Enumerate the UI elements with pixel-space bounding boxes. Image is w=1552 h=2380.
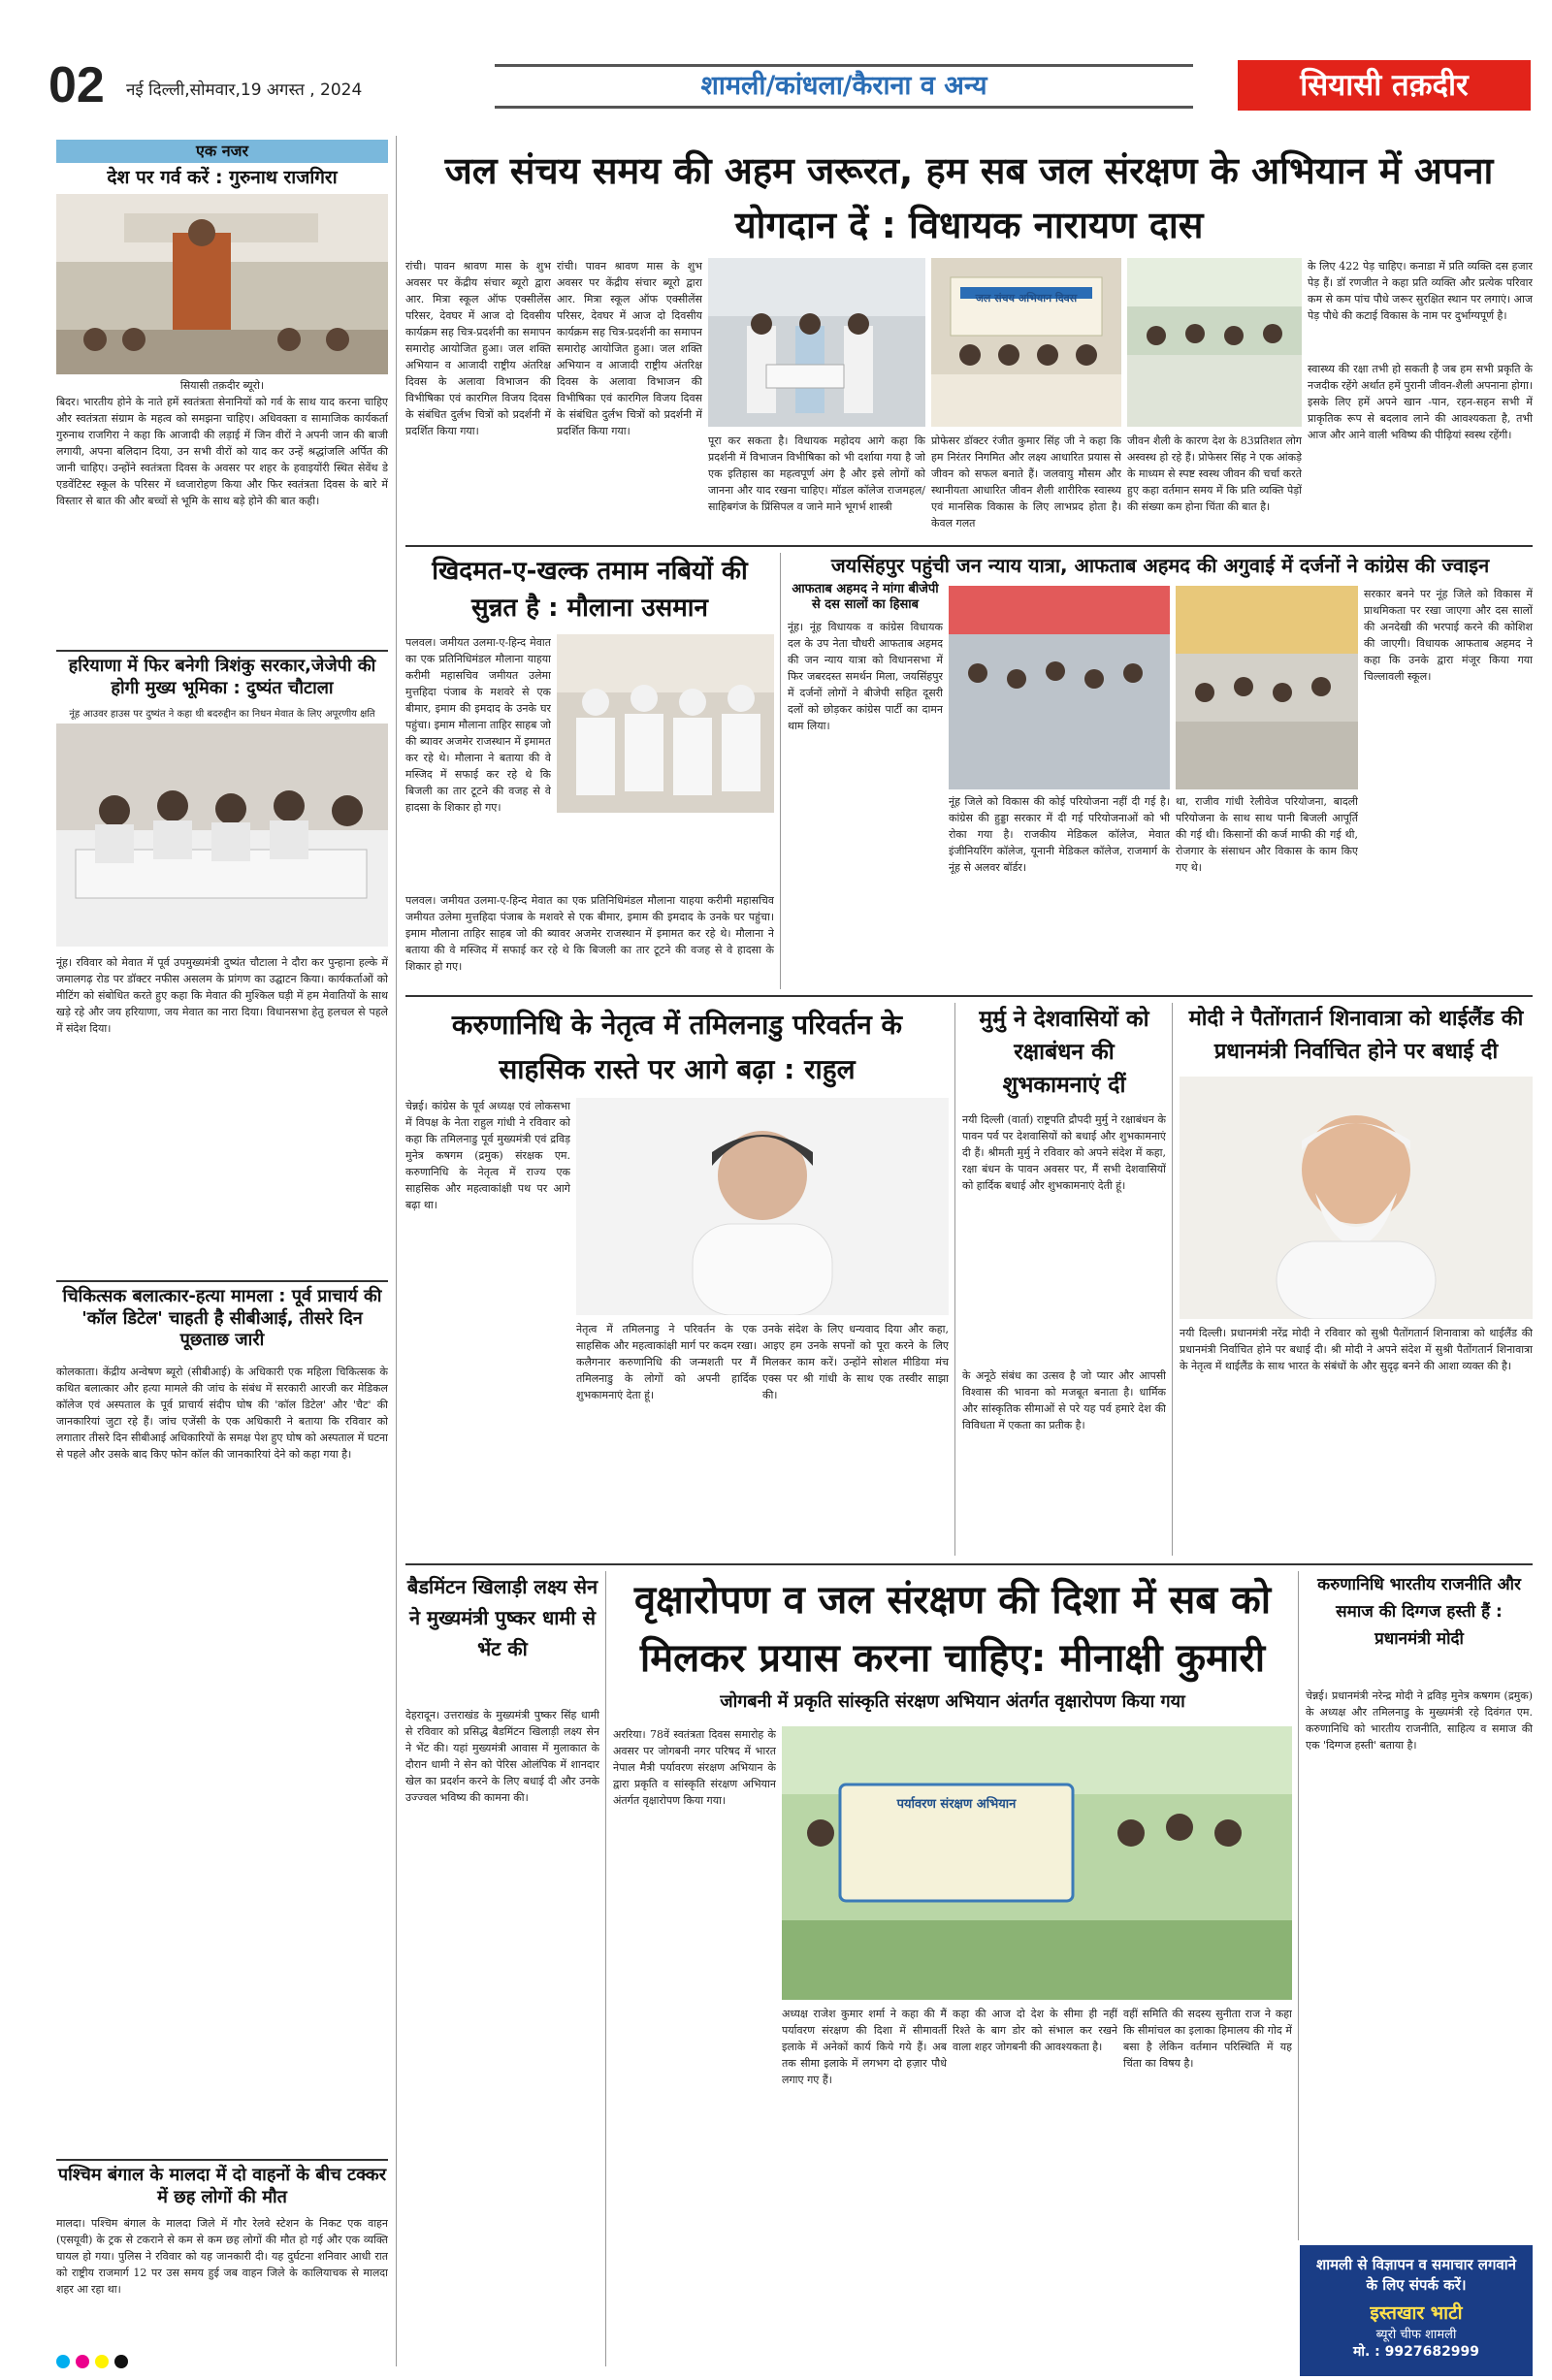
photo-jaisinghpur-1	[949, 586, 1170, 789]
body-meenakshi-2: अध्यक्ष राजेश कुमार शर्मा ने कहा की मैं पर्यावरण संरक्षण की दिशा में सीमावर्ती इलाके में अनेकों कार्य किये गये हैं। अब तक सीमा इलाके में लगभग दो हज़ार पौधे लगाए गए हैं।	[782, 2008, 947, 2086]
photo-lead-1	[708, 258, 925, 427]
section-title: शामली/कांधला/कैराना व अन्य	[495, 64, 1193, 109]
body-karunanidhi-modi: चेन्नई। प्रधानमंत्री नरेन्द्र मोदी ने द्रविड़ मुनेत्र कषगम (द्रमुक) के अध्यक्ष और तमिलनाडु के मुख्यमंत्री रहे दिवंगत एम. करुणानिधि को भारतीय राजनीति, साहित्य व समाज की एक 'दिग्गज हस्ती' बताया है।	[1306, 1689, 1533, 1752]
headline-badminton: बैडमिंटन खिलाड़ी लक्ष्य सेन ने मुख्यमंत्री पुष्कर धामी से भेंट की	[406, 1575, 598, 1660]
headline-modi-thailand: मोदी ने पैतोंगतार्न शिनावात्रा को थाईलैंड की प्रधानमंत्री निर्वाचित होने पर बधाई दी	[1188, 1007, 1524, 1064]
body-rahul-1: चेन्नई। कांग्रेस के पूर्व अध्यक्ष एवं लोकसभा में विपक्ष के नेता राहुल गांधी ने रविवार को कहा कि तमिलनाडु पूर्व मुख्यमंत्री एवं द्रविड़ मुनेत्र कषगम (द्रमुक) संरक्षक एम. करुणानिधि के नेतृत्व में राज्य एक साहसिक और महत्वाकांक्षी पथ पर आगे बढ़ा था।	[405, 1100, 570, 1211]
headline-karunanidhi-modi: करुणानिधि भारतीय राजनीति और समाज की दिग्गज हस्ती हैं : प्रधानमंत्री मोदी	[1317, 1575, 1521, 1649]
ek-nazar-label: एक नजर	[56, 140, 388, 163]
photo-gurunath	[56, 194, 388, 374]
lead-banner-text: जल संचय अभियान दिवस	[975, 292, 1078, 305]
photo-lead-3	[1127, 258, 1302, 427]
lead-body-col5: के लिए 422 पेड़ चाहिए। कनाडा में प्रति व्यक्ति दस हजार पेड़ हैं। डॉ रणजीत ने कहा प्रति व्यक्ति और प्रत्येक परिवार कम से कम पांच पौधे जरूर सुरक्षित स्थान पर लगाएं। आज पेड़ पौधे की कटाई विकास के नाम पर दुर्भाग्यपूर्ण है।	[1308, 260, 1533, 322]
photo-jaisinghpur-2	[1176, 586, 1358, 789]
subhead-jaisinghpur: आफताब अहमद ने मांगा बीजेपी से दस सालों का हिसाब	[792, 582, 939, 613]
body-jaisinghpur-1: नूंह। नूंह विधायक व कांग्रेस विधायक दल के उप नेता चौधरी आफताब अहमद की जन न्याय यात्रा को विधानसभा में फिर जबरदस्त समर्थन मिला, जयसिंहपुर में दर्जनों लोगों ने बीजेपी सहित दूसरी दलों को छोड़कर कांग्रेस पार्टी का दामन थाम लिया।	[788, 621, 943, 732]
body-badminton: देहरादून। उत्तराखंड के मुख्यमंत्री पुष्कर सिंह धामी से रविवार को प्रसिद्ध बैडमिंटन खिलाड़ी लक्ष्य सेन ने भेंट की। यहां मुख्यमंत्री आवास में मुलाकात के दौरान धामी ने सेन को पेरिस ओलंपिक में शानदार खेल का प्रदर्शन करने के लिए बधाई दी और उनके उज्ज्वल भविष्य की कामना की।	[405, 1709, 599, 1804]
lead-body-2: रांची। पावन श्रावण मास के शुभ अवसर पर केंद्रीय संचार ब्यूरो द्वारा आर. मित्रा स्कूल ऑफ एक्सीलेंस परिसर, देवघर में आज दो दिवसीय कार्यक्रम सह चित्र-प्रदर्शनी का समापन समारोह आयोजित हुआ। जल शक्ति अभियान व आजादी राष्ट्रीय अंतरिक्ष दिवस के अलावा विभाजन की विभीषिका एवं कारगिल विजय दिवस के संबंधित दुर्लभ चित्रों को प्रदर्शनी में प्रदर्शित किया गया।	[557, 260, 702, 437]
headline-jaisinghpur: जयसिंहपुर पहुंची जन न्याय यात्रा, आफताब अहमद की अगुवाई में दर्जनों ने कांग्रेस की ज्वाइन	[830, 554, 1490, 577]
newspaper-brand: सियासी तक़दीर	[1238, 60, 1531, 111]
photo-dushyant	[56, 724, 388, 947]
photo-modi	[1180, 1077, 1533, 1319]
column-divider	[1172, 1003, 1173, 1556]
body-cbi: कोलकाता। केंद्रीय अन्वेषण ब्यूरो (सीबीआई) के अधिकारी एक महिला चिकित्सक के कथित बलात्कार और हत्या मामले की जांच के संबंध में सरकारी आरजी कर मेडिकल कॉलेज एवं अस्पताल के पूर्व प्राचार्य संदीप घोष की 'कॉल डिटेल' और 'चैट' की जानकारियां जुटा रहे हैं। जांच एजेंसी के एक अधिकारी ने बताया कि रविवार को लगातार तीसरे दिन सीबीआई अधिकारियों के समक्ष पेश हुए घोष को अस्पताल में घटना से पहले और उसके बाद किए फोन कॉल की जानकारियां देने को कहा गया है।	[56, 1366, 388, 1461]
photo-khidmat	[557, 634, 774, 813]
body-malda: मालदा। पश्चिम बंगाल के मालदा जिले में गौर रेलवे स्टेशन के निकट एक वाहन (एसयूवी) के ट्रक से टकराने से कम से कम छह लोगों की मौत हो गई और एक व्यक्ति घायल हो गया। पुलिस ने रविवार को यह जानकारी दी। यह दुर्घटना शनिवार आधी रात को राष्ट्रीय राजमार्ग 12 पर उस समय हुई जब वाहन जिले के कालियाचक से मालदा शहर आ रहा था।	[56, 2217, 388, 2296]
column-divider	[396, 136, 397, 2366]
photo-lead-2	[931, 258, 1121, 427]
body-dushyant: नूंह। रविवार को मेवात में पूर्व उपमुख्यमंत्री दुष्यंत चौटाला ने दौरा कर पुन्हाना हल्के में जमालगढ़ रोड पर डॉक्टर नफीस असलम के प्रांगण का उद्घाटन किया। कार्यकर्ताओं को मीटिंग को संबोधित करते हुए कहा कि मेवात की मुश्किल घड़ी में हम मेवातियों के साथ खड़े रहे और जय हरियाणा, जय मेवात का नारा दिया। विधानसभा हेतु हलचल से पहले में संदेश दिया।	[56, 956, 388, 1035]
headline-rahul: करुणानिधि के नेतृत्व में तमिलनाडु परिवर्तन के साहसिक रास्ते पर आगे बढ़ा : राहुल	[451, 1009, 903, 1085]
caption-gurunath: सियासी तक़दीर ब्यूरो।	[179, 379, 265, 392]
ad-contact-mobile: मो. : 9927682999	[1352, 2344, 1480, 2360]
body-jaisinghpur-2: नूंह जिले को विकास की कोई परियोजना नहीं दी गई है। कांग्रेस की हुड्डा सरकार में दी गई परियोजनाओं को भी रोका गया है। राजकीय मेडिकल कॉलेज, मेवात इंजीनियरिंग कॉलेज, यूनानी मेडिकल कॉलेज, राजमार्ग के नूंह से अलवर बॉर्डर।	[949, 795, 1170, 874]
body-jaisinghpur-4: सरकार बनने पर नूंह जिले को विकास में प्राथमिकता पर रखा जाएगा और दस सालों की अनदेखी की भरपाई करने की कोशिश की जाएगी। विधायक आफताब अहमद ने कहा कि उनके द्वारा मंजूर किया गया चिल्लावली स्कूल।	[1364, 588, 1533, 683]
body-rahul-3: उनके संदेश के लिए धन्यवाद दिया और कहा, आइए हम उनके सपनों को पूरा करने के लिए मिलकर काम करें। उन्होंने सोशल मीडिया मंच एक्स पर श्री गांधी के साथ एक तस्वीर साझा की।	[762, 1323, 949, 1401]
page-number: 02	[48, 57, 105, 113]
masthead	[48, 56, 1533, 114]
body-murmu-1: नयी दिल्ली (वार्ता) राष्ट्रपति द्रौपदी मुर्मु ने रक्षाबंधन के पावन पर्व पर देशवासियों को बधाई और शुभकामनाएं दी हैं। श्रीमती मुर्मु ने रविवार को अपने संदेश में कहा, रक्षा बंधन के पावन अवसर पर, मैं सभी देशवासियों को हार्दिक बधाई और शुभकामनाएं देती हूं।	[962, 1113, 1166, 1192]
divider	[56, 2159, 388, 2161]
headline-cbi: चिकित्सक बलात्कार-हत्या मामला : पूर्व प्राचार्य की 'कॉल डिटेल' चाहती है सीबीआई, तीसरे दिन पूछताछ जारी	[62, 1286, 382, 1350]
divider	[56, 1280, 388, 1282]
column-divider	[780, 553, 781, 989]
body-rahul-2: नेतृत्व में तमिलनाडु ने परिवर्तन के एक साहसिक और महत्वाकांक्षी मार्ग पर कदम रखा। कलैगनार करुणानिधि की जन्मशती पर मैं तमिलनाडु के लोगों को अपनी हार्दिक शुभकामनाएं देता हूं।	[576, 1323, 757, 1401]
lead-body-col3: प्रोफेसर डॉक्टर रंजीत कुमार सिंह जी ने कहा कि हम निरंतर निगमित और लक्ष्य आधारित प्रयास से जीवन को सफल बनाते हैं। जलवायु मौसम और स्थानीयता आधारित जीवन शैली शारीरिक स्वास्थ्य एवं मानसिक विकास के लिए लाभप्रद होता है। केवल गलत	[931, 434, 1121, 530]
body-meenakshi-4: वहीं समिति की सदस्य सुनीता राज ने कहा कि सीमांचल का इलाका हिमालय की गोद में बसा है लेकिन वर्तमान परिस्थिति में यह चिंता का विषय है।	[1123, 2008, 1292, 2070]
lead-body-col2: पूरा कर सकता है। विधायक महोदय आगे कहा कि प्रदर्शनी में विभाजन विभीषिका को भी दर्शाया गया है जो एक इतिहास का महत्वपूर्ण अंग है और इसे लोगों को जानना और याद रखना चाहिए। मॉडल कॉलेज राजमहल/ साहिबगंज के प्रिंसिपल व जाने माने भूगर्भ शास्त्री	[708, 434, 925, 513]
photo-meenakshi	[782, 1726, 1292, 2000]
story-gurunath	[56, 167, 388, 190]
headline-meenakshi: वृक्षारोपण व जल संरक्षण की दिशा में सब को मिलकर प्रयास करना चाहिए: मीनाक्षी कुमारी	[633, 1578, 1272, 1681]
headline-dushyant: हरियाणा में फिर बनेगी त्रिशंकु सरकार,जेजेपी की होगी मुख्य भूमिका : दुष्यंत चौटाला	[68, 656, 376, 698]
body-khidmat-2: पलवल। जमीयत उलमा-ए-हिन्द मेवात का एक प्रतिनिधिमंडल मौलाना याहया करीमी महासचिव जमीयत उलेमा मुत्तहिदा पंजाब के मशवरे से एक बीमार, इमाम की इमदाद के उनके घर पहुंचा। इमाम मौलाना ताहिर साहब जो की ब्यावर अजमेर राजस्थान में इमामत कर रहे थे। मौलाना ने बताया की वे मस्जिद में सफाई कर रहे थे कि बिजली का तार टूटने की वजह से वे हादसा के शिकार हो गए।	[405, 894, 774, 973]
print-registration-marks	[56, 2355, 134, 2374]
column-divider	[605, 1571, 606, 2366]
body-murmu-2: के अनूठे संबंध का उत्सव है जो प्यार और आपसी विश्वास की भावना को मजबूत बनाता है। धार्मिक और सांस्कृतिक सीमाओं से परे यह पर्व हमारे देश की विविधता में एकता का प्रतीक है।	[962, 1369, 1166, 1431]
lead-body-col4: जीवन शैली के कारण देश के 83प्रतिशत लोग अस्वस्थ हो रहे हैं। प्रोफेसर सिंह ने एक आंकड़े के माध्यम से स्पष्ट स्वस्थ जीवन की चर्चा करते हुए कहा वर्तमान समय में कि प्रति व्यक्ति पेड़ों की संख्या कम होना चिंता की बात है।	[1127, 434, 1302, 513]
edition-date: नई दिल्ली,सोमवार,19 अगस्त , 2024	[126, 80, 363, 100]
divider	[405, 995, 1533, 997]
body-meenakshi-1: अररिया। 78वें स्वतंत्रता दिवस समारोह के अवसर पर जोगबनी नगर परिषद में भारत नेपाल मैत्री पर्यावरण संरक्षण अभियान के द्वारा प्रकृति व सांस्कृति संरक्षण अभियान अंतर्गत वृक्षारोपण किया गया।	[613, 1728, 776, 1807]
lead-headline: जल संचय समय की अहम जरूरत, हम सब जल संरक्षण के अभियान में अपना योगदान दें : विधायक नारायण दास	[444, 149, 1494, 246]
meenakshi-banner-text: पर्यावरण संरक्षण अभियान	[896, 1797, 1017, 1812]
divider	[56, 650, 388, 652]
body-gurunath: बिदर। भारतीय होने के नाते हमें स्वतंत्रता सेनानियों को गर्व के साथ याद करना चाहिए और स्वतंत्रता संग्राम के महत्व को समझना चाहिए। अधिवक्ता व सामाजिक कार्यकर्ता गुरुनाथ राजगिरा ने कहा कि आजादी की लड़ाई में जिन वीरों ने अपनी जान की बाजी लगायी, अपना बलिदान दिया, उन सभी वीरों को याद कर उन्हें श्रद्धांजलि अर्पित की जानी चाहिए। उन्होंने स्वतंत्रता दिवस के अवसर पर शहर के हवाइयोंरी स्थित सेवेंथ डे एडवेंटिस्ट स्कूल के परिसर में ध्वजारोहण किया और फिर स्वतंत्रता दिवस के बारे में विस्तार से बात की और बच्चों से भूमि के साथ बड़े होने की बात कही।	[56, 396, 388, 507]
lead-body-1: रांची। पावन श्रावण मास के शुभ अवसर पर केंद्रीय संचार ब्यूरो द्वारा आर. मित्रा स्कूल ऑफ एक्सीलेंस परिसर, देवघर में आज दो दिवसीय कार्यक्रम सह चित्र-प्रदर्शनी का समापन समारोह आयोजित हुआ। जल शक्ति अभियान व आजादी राष्ट्रीय अंतरिक्ष दिवस के अलावा विभाजन की विभीषिका एवं कारगिल विजय दिवस के संबंधित दुर्लभ चित्रों को प्रदर्शनी में प्रदर्शित किया गया।	[405, 260, 551, 437]
headline-gurunath: देश पर गर्व करें : गुरुनाथ राजगिरा	[107, 167, 338, 188]
lead-body-col6: स्वास्थ्य की रक्षा तभी हो सकती है जब हम सभी प्रकृति के नजदीक रहेंगे अर्थात हमें पुरानी जीवन-शैली अपनाना होगा। इसके लिए हमें अपने खान -पान, रहन-सहन सभी में प्राकृतिक रूप से बदलाव लाने की आवश्यकता है, तभी आज और आने वाली भविष्य की पीढ़ियां स्वस्थ रहेंगी।	[1308, 363, 1533, 441]
divider	[405, 1563, 1533, 1565]
divider	[405, 545, 1533, 547]
body-jaisinghpur-3: था, राजीव गांधी रेलीवेज परियोजना, बादली परियोजना के साथ साथ पानी बिजली आपूर्ति की गई थी। किसानों की कर्ज माफी की गई थी, रोजगार के संसाधन और विकास के काम किए गए थे।	[1176, 795, 1358, 874]
contact-ad-box	[1300, 2245, 1533, 2376]
ad-contact-name: इस्तखार भाटी	[1370, 2302, 1463, 2324]
body-modi-thailand: नयी दिल्ली। प्रधानमंत्री नरेंद्र मोदी ने रविवार को सुश्री पैतोंगतार्न शिनावात्रा को थाईलैंड की प्रधानमंत्री निर्वाचित होने पर बधाई दी। श्री मोदी ने अपने संदेश में सुश्री पैतोंगतार्न शिनावात्रा के नेतृत्व में थाईलैंड के साथ भारत के संबंधों के और सुदृढ़ बनने की आशा व्यक्त की है।	[1180, 1327, 1533, 1372]
subhead-meenakshi: जोगबनी में प्रकृति सांस्कृति संरक्षण अभियान अंतर्गत वृक्षारोपण किया गया	[720, 1691, 1185, 1712]
headline-malda: पश्चिम बंगाल के मालदा में दो वाहनों के बीच टक्कर में छह लोगों की मौत	[57, 2165, 387, 2207]
column-divider	[1298, 1571, 1299, 2240]
column-divider	[954, 1003, 955, 1556]
body-khidmat-1: पलवल। जमीयत उलमा-ए-हिन्द मेवात का एक प्रतिनिधिमंडल मौलाना याहया करीमी महासचिव जमीयत उलेमा मुत्तहिदा पंजाब के मशवरे से एक बीमार, इमाम की इमदाद के उनके घर पहुंचा। इमाम मौलाना ताहिर साहब जो की ब्यावर अजमेर राजस्थान में इमामत कर रहे थे। मौलाना ने बताया की वे मस्जिद में सफाई कर रहे थे कि बिजली का तार टूटने की वजह से वे हादसा के शिकार हो गए।	[405, 636, 551, 814]
ad-line: शामली से विज्ञापन व समाचार लगवाने के लिए संपर्क करें।	[1316, 2256, 1516, 2294]
subline-dushyant: नूंह आउवर हाउस पर दुष्यंत ने कहा थी बदरुद्दीन का निधन मेवात के लिए अपूरणीय क्षति	[69, 709, 375, 720]
headline-murmu: मुर्मु ने देशवासियों को रक्षाबंधन की शुभकामनाएं दीं	[979, 1007, 1149, 1098]
photo-rahul	[576, 1098, 949, 1315]
headline-khidmat: खिदमत-ए-खल्क तमाम नबियों की सुन्नत है : मौलाना उसमान	[432, 557, 748, 623]
ad-contact-title: ब्यूरो चीफ शामली	[1375, 2328, 1457, 2342]
body-meenakshi-3: कहा की आज दो देश के सीमा ही नहीं रिश्ते के बाग डोर को संभाल कर रखने वाला शहर जोगबनी की आवश्यकता है।	[953, 2008, 1117, 2053]
